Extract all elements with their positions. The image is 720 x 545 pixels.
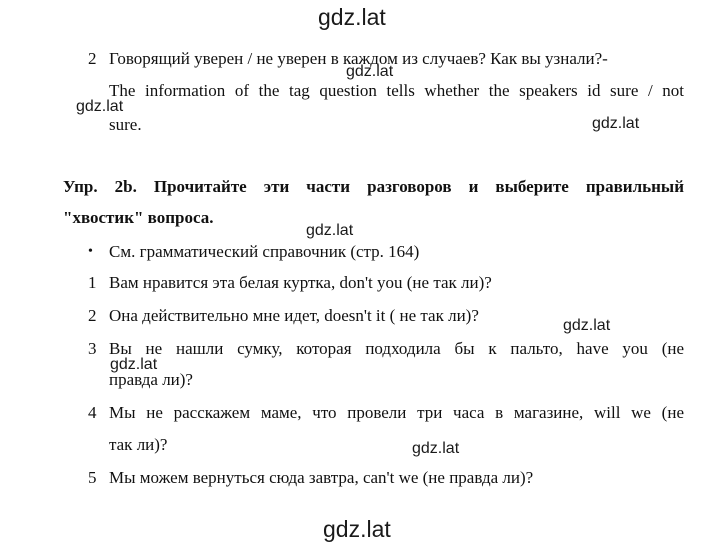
watermark-top: gdz.lat [318,4,386,30]
question-number: 2 [88,49,97,68]
item-number: 4 [88,403,97,422]
exercise-title-line-1: Упр. 2b. Прочитайте эти части разговоров и выберите правильный [63,177,684,196]
item-number: 1 [88,273,97,292]
grammar-reference: См. грамматический справочник (стр. 164) [109,242,420,261]
bullet-icon: • [88,244,93,259]
answer-line-1: The information of the tag question tells whether the speakers id sure / not [109,81,684,100]
item-text-continued: так ли)? [109,435,168,454]
question-text: Говорящий уверен / не уверен в каждом из случаев? Как вы узнали?- [109,49,608,68]
watermark: gdz.lat [110,356,158,373]
item-text: Вы не нашли сумку, которая подходила бы к пальто, have you (не [109,339,684,358]
watermark: gdz.lat [76,98,124,115]
watermark: gdz.lat [592,115,640,132]
watermark-bottom: gdz.lat [323,516,391,542]
answer-line-2: sure. [109,115,142,134]
exercise-title-line-2: "хвостик" вопроса. [63,208,214,227]
item-number: 3 [88,339,97,358]
item-text: Она действительно мне идет, doesn't it ( не так ли)? [109,306,479,325]
item-number: 5 [88,468,97,487]
watermark: gdz.lat [306,222,354,239]
watermark: gdz.lat [346,63,394,80]
item-number: 2 [88,306,97,325]
item-text-continued: правда ли)? [109,370,193,389]
watermark: gdz.lat [412,440,460,457]
item-text: Мы можем вернуться сюда завтра, can't we (не правда ли)? [109,468,534,487]
item-text: Мы не расскажем маме, что провели три часа в магазине, will we (не [109,403,684,422]
item-text: Вам нравится эта белая куртка, don't you (не так ли)? [109,273,492,292]
watermark: gdz.lat [563,317,611,334]
